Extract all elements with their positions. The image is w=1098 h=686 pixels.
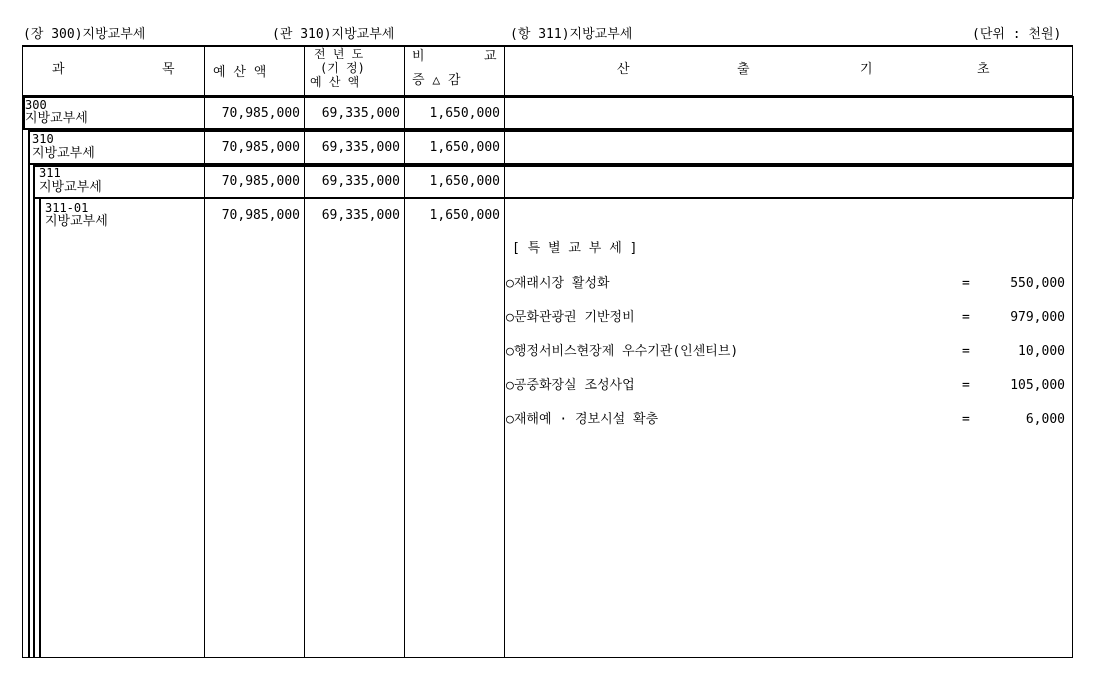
- table-bottom-border: [22, 657, 1073, 658]
- basis-item-eq: =: [962, 310, 970, 325]
- row-diff-310: 1,650,000: [429, 140, 500, 155]
- row-code-311: 311: [39, 166, 61, 180]
- col-header-compare-left: 비: [412, 49, 425, 64]
- row-budget-310: 70,985,000: [221, 140, 300, 155]
- col-header-prev-line3: 예 산 액: [310, 75, 360, 89]
- indent-line-3: [39, 199, 41, 658]
- basis-item-label: ○공중화장실 조성사업: [506, 378, 635, 393]
- basis-item-amount: 10,000: [1018, 344, 1065, 359]
- col-header-basis-3: 기: [860, 62, 873, 77]
- col-header-budget: 예 산 액: [213, 65, 267, 80]
- col-header-item-right: 목: [162, 62, 175, 77]
- row-diff-311-01: 1,650,000: [429, 208, 500, 223]
- unit-label: (단위 : 천원): [972, 27, 1062, 42]
- row-diff-311: 1,650,000: [429, 174, 500, 189]
- table-left-border: [22, 45, 23, 658]
- basis-item-label: ○문화관광권 기반정비: [506, 310, 635, 325]
- col-header-basis-2: 출: [737, 62, 750, 77]
- row-name-310: 지방교부세: [32, 146, 95, 161]
- basis-item-eq: =: [962, 276, 970, 291]
- jang-title: (장 300)지방교부세: [23, 27, 146, 42]
- col-header-prev-line1: 전 년 도: [314, 47, 364, 61]
- basis-item-label: ○재래시장 활성화: [506, 276, 610, 291]
- col-header-basis-1: 산: [617, 62, 630, 77]
- row-budget-311-01: 70,985,000: [221, 208, 300, 223]
- basis-item-eq: =: [962, 344, 970, 359]
- basis-section-title: [ 특 별 교 부 세 ]: [512, 241, 638, 256]
- basis-item-amount: 550,000: [1010, 276, 1065, 291]
- basis-item-label: ○행정서비스현장제 우수기관(인센티브): [506, 344, 739, 359]
- row-prev-300: 69,335,000: [321, 106, 400, 121]
- row-code-311-01: 311-01: [45, 201, 89, 215]
- indent-line-2: [33, 165, 35, 658]
- row-name-300: 지방교부세: [25, 111, 88, 126]
- indent-line-1: [28, 130, 30, 658]
- col-header-item-left: 과: [52, 62, 65, 77]
- row-code-310: 310: [32, 132, 54, 146]
- row-prev-310: 69,335,000: [321, 140, 400, 155]
- row-name-311: 지방교부세: [39, 180, 102, 195]
- basis-item-amount: 105,000: [1010, 378, 1065, 393]
- row-code-300: 300: [25, 98, 47, 112]
- basis-item-eq: =: [962, 378, 970, 393]
- col-header-compare-line2: 증 △ 감: [412, 73, 461, 88]
- col-header-compare-right: 교: [484, 49, 497, 64]
- basis-item-eq: =: [962, 412, 970, 427]
- col-header-prev-line2: (기 정): [320, 61, 365, 75]
- row-diff-300: 1,650,000: [429, 106, 500, 121]
- level-box-hang: [33, 165, 1074, 199]
- row-prev-311-01: 69,335,000: [321, 208, 400, 223]
- table-top-border: [22, 45, 1073, 47]
- level-box-gwan: [28, 130, 1074, 165]
- basis-item-label: ○재해예 · 경보시설 확충: [506, 412, 659, 427]
- row-budget-311: 70,985,000: [221, 174, 300, 189]
- basis-item-amount: 6,000: [1025, 412, 1065, 427]
- col-header-basis-4: 초: [977, 62, 990, 77]
- row-prev-311: 69,335,000: [321, 174, 400, 189]
- level-box-jang: [23, 96, 1074, 130]
- row-budget-300: 70,985,000: [221, 106, 300, 121]
- basis-item-amount: 979,000: [1010, 310, 1065, 325]
- hang-title: (항 311)지방교부세: [510, 27, 633, 42]
- row-name-311-01: 지방교부세: [45, 214, 108, 229]
- gwan-title: (관 310)지방교부세: [272, 27, 395, 42]
